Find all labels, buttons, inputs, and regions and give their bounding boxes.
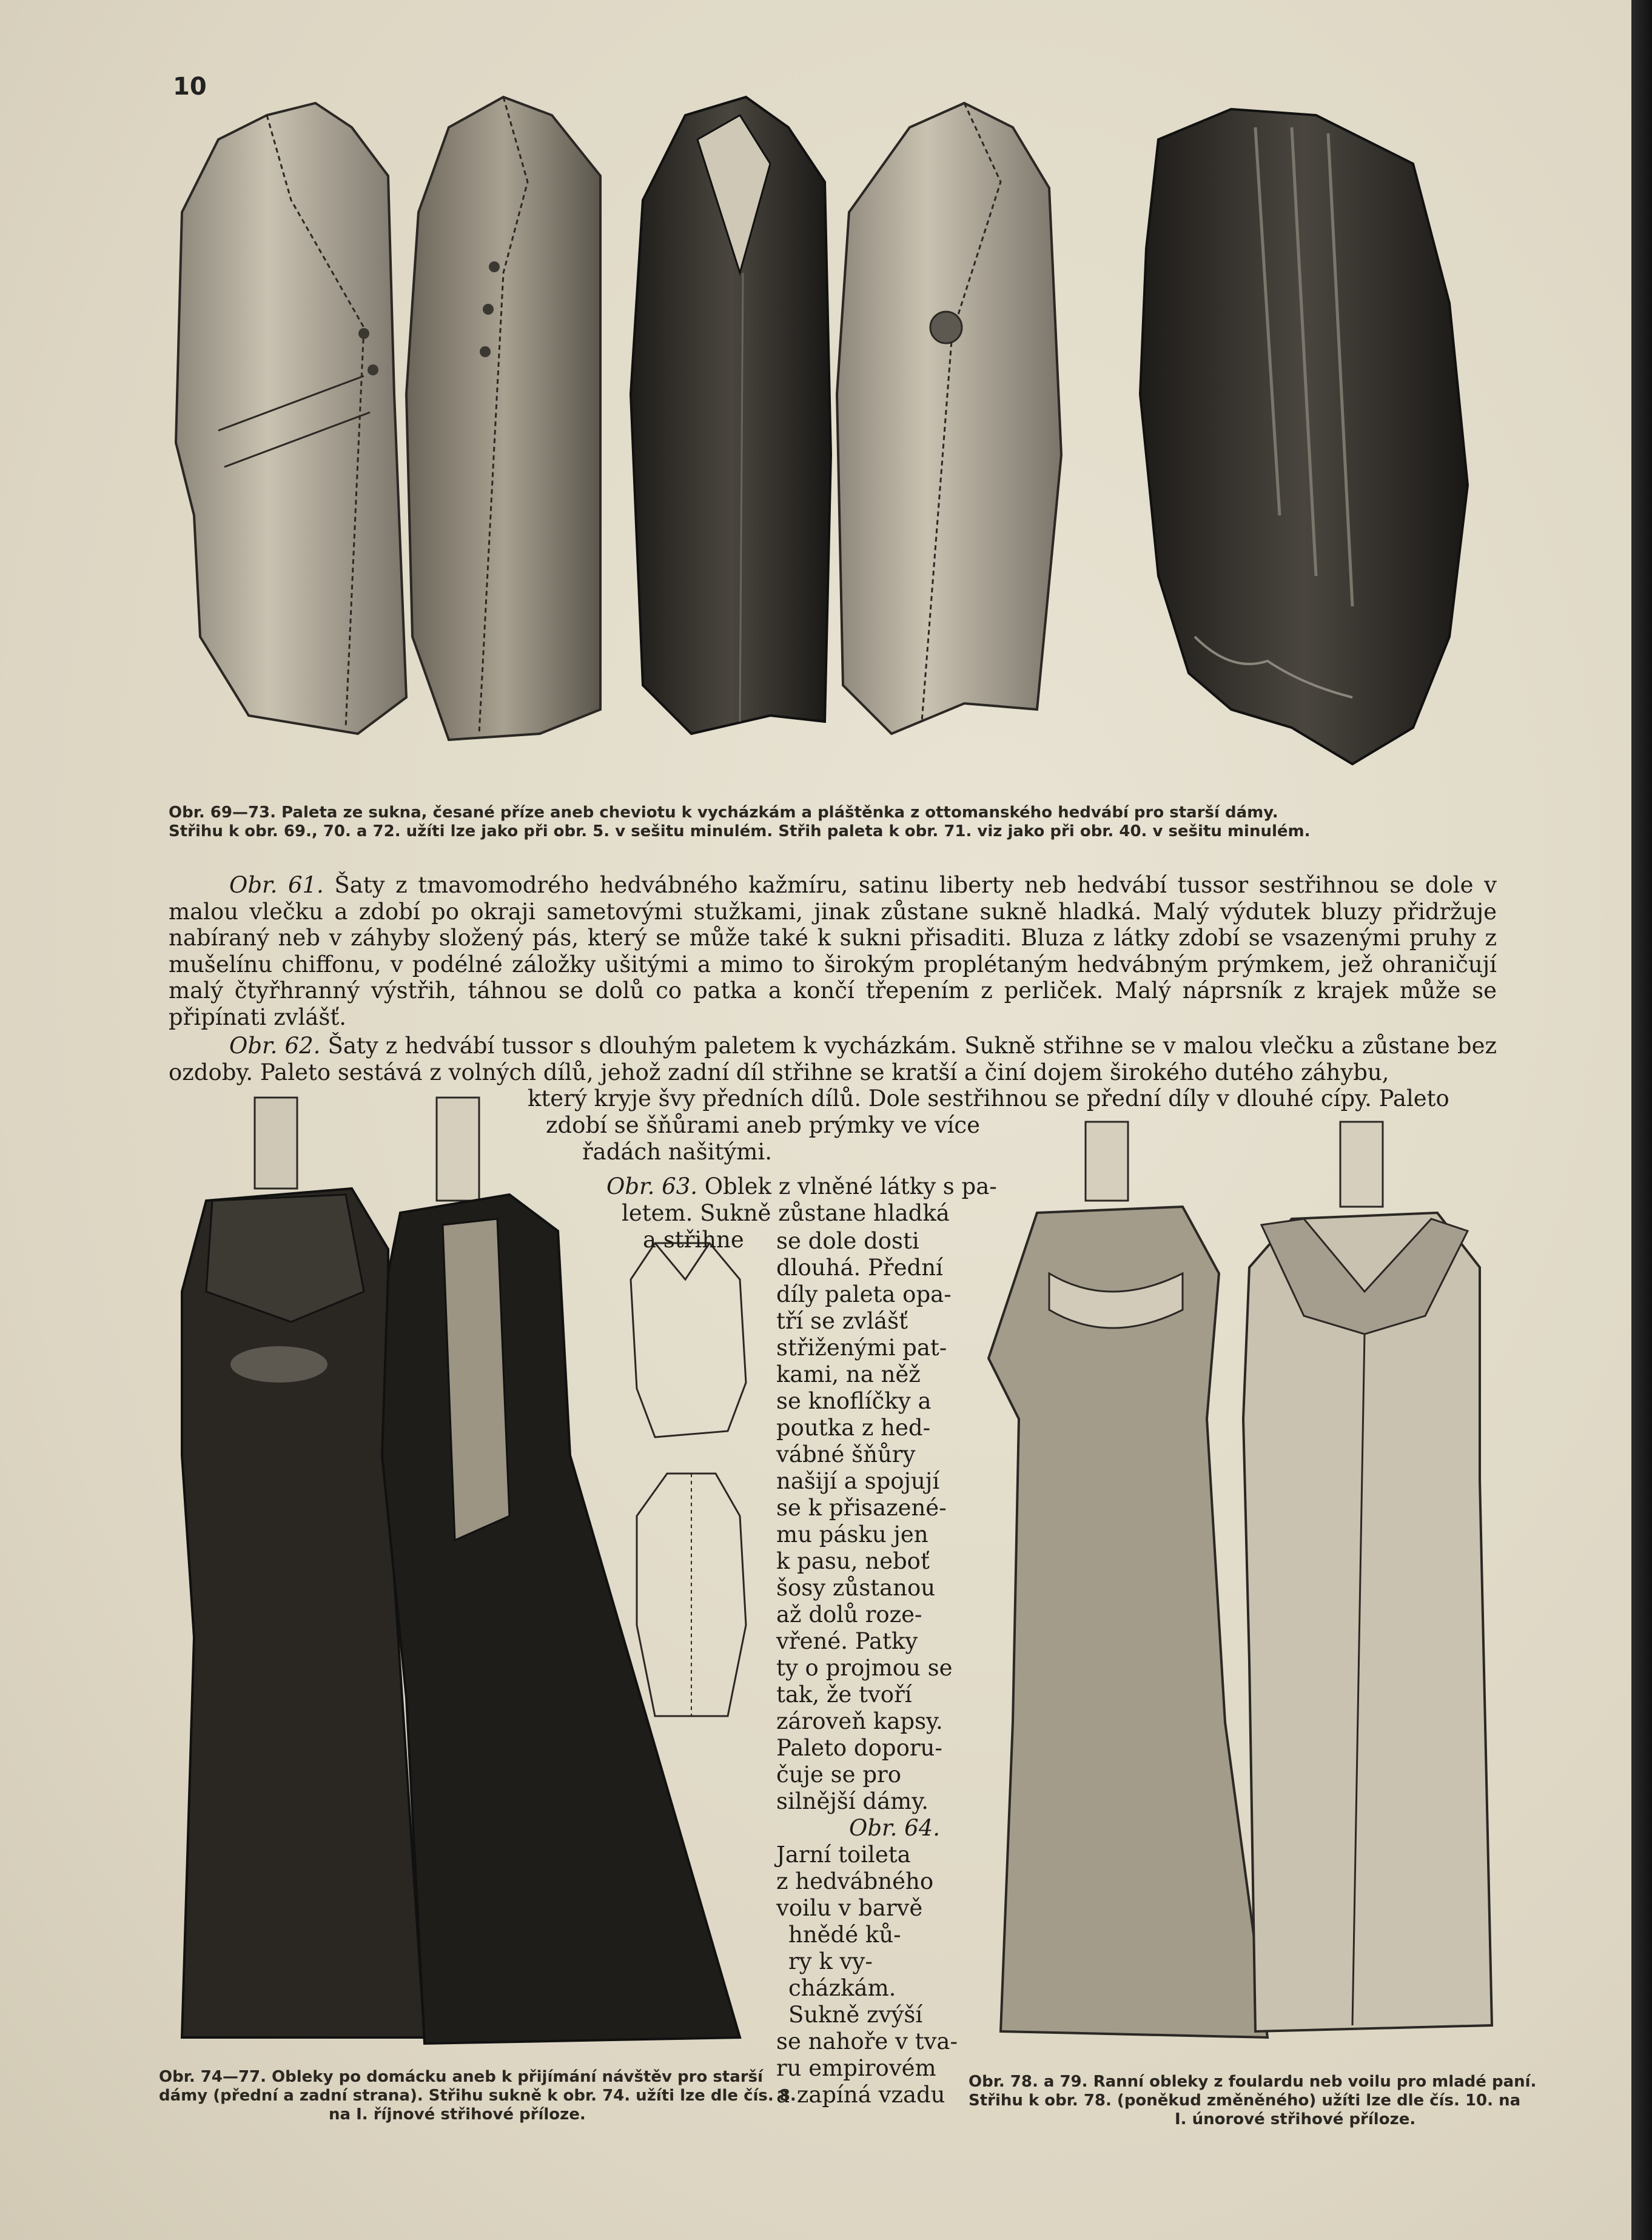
coat-figure-72 xyxy=(837,103,1061,734)
jacket-front-sketch xyxy=(631,1243,746,1437)
text-line: Jarní toileta xyxy=(776,1842,911,1868)
figure-78-79-caption xyxy=(969,2073,1537,2129)
text-line: cházkám. xyxy=(788,1975,896,2001)
paragraph-63-column xyxy=(776,1228,958,2108)
text-line: voilu v barvě xyxy=(776,1895,923,1921)
text-line: hnědé ků- xyxy=(788,1922,901,1948)
figure-69-73-caption xyxy=(169,803,1311,841)
figure-reference-61: Obr. 61. xyxy=(229,872,324,898)
cape-figure-73 xyxy=(1140,109,1468,764)
text-line: ru empirovém xyxy=(776,2055,936,2081)
text-line: ty o projmou se xyxy=(776,1655,953,1681)
text-line: a zapíná vzadu xyxy=(776,2082,945,2108)
text-line: ry k vy- xyxy=(788,1948,873,1974)
text-line: vřené. Patky xyxy=(776,1628,918,1654)
article-paragraph-62 xyxy=(169,1033,1497,1085)
coat-figure-70 xyxy=(406,97,600,740)
caption-line: Obr. 78. a 79. Ranní obleky z foulardu neb voilu pro mladé paní. xyxy=(969,2073,1537,2091)
paragraph-text: Šaty z tmavomodrého hedvábného kažmíru, satinu liberty neb hedvábí tussor sestřihnou se dole v malou vlečku a zdobí po okraji sametovými stužkami, jinak zůstane sukně hladká. Malý výdutek bluzy přidržuje nabíraný neb v záhyby složený pás, který se může také k sukni přisaditi. Bluza z látky zdobí se vsazenými pruhy z mušelínu chiffonu, v podélné záložky ušitými a mimo to širokým proplétaným hedvábným prýmkem, jež ohraničují malý čtyřhranný výstřih, táhnou se dolů co patka a končí třepením z perliček. Malý náprsník z krajek může se připínati zvlášť. xyxy=(169,872,1497,1030)
text-line: kami, na něž xyxy=(776,1361,921,1387)
text-line: šosy zůstanou xyxy=(776,1575,936,1601)
text-line: tří se zvlášť xyxy=(776,1308,908,1334)
text-line: dlouhá. Přední xyxy=(776,1255,943,1281)
text-line: silnější dámy. xyxy=(776,1788,929,1814)
caption-line: dámy (přední a zadní strana). Střihu sukně k obr. 74. užíti lze dle čís. 8. xyxy=(159,2087,796,2105)
caption-line: Střihu k obr. 78. (poněkud změněného) užíti lze dle čís. 10. na xyxy=(969,2091,1521,2110)
text-line: Sukně zvýší xyxy=(788,2002,923,2028)
text-line: našijí a spojují xyxy=(776,1468,940,1494)
figure-74-77-caption xyxy=(159,2068,796,2124)
caption-line: Obr. 69—73. Paleta ze sukna, česané příze aneb cheviotu k vycházkám a pláštěnka z ottomanského hedvábí pro starší dámy. xyxy=(169,803,1278,822)
text-line: zdobí se šňůrami aneb prýmky ve více xyxy=(546,1112,981,1138)
text-line: mu pásku jen xyxy=(776,1521,928,1548)
coat-figure-69 xyxy=(176,103,406,734)
morning-dresses-illustration xyxy=(964,1116,1510,2062)
text-line: zároveň kapsy. xyxy=(776,1708,943,1734)
text-line: který kryje švy předních dílů. Dole sestřihnou se přední díly v dlouhé cípy. Paleto xyxy=(528,1085,1449,1112)
text-line: k pasu, neboť xyxy=(776,1548,930,1574)
dress-figure-79 xyxy=(1243,1122,1492,2031)
text-line: se dole dosti xyxy=(776,1228,919,1254)
text-line: se k přisazené- xyxy=(776,1495,947,1521)
caption-line: I. únorové střihové příloze. xyxy=(1175,2110,1416,2128)
dress-figure-78 xyxy=(989,1122,1268,2037)
article-paragraph-61 xyxy=(169,872,1497,1030)
caption-line: Střihu k obr. 69., 70. a 72. užíti lze jako při obr. 5. v sešitu minulém. Střih paleta k obr. 71. viz jako při obr. 40. v sešitu minulém. xyxy=(169,822,1311,840)
text-line: střiženými pat- xyxy=(776,1335,947,1361)
coat-figure-71 xyxy=(631,97,831,734)
caption-line: na I. říjnové střihové příloze. xyxy=(329,2105,586,2124)
text-line: z hedvábného xyxy=(776,1868,934,1894)
text-line: se nahoře v tva- xyxy=(776,2028,958,2054)
text-line: Oblek z vlněné látky s pa- xyxy=(704,1173,997,1199)
page-number: 10 xyxy=(173,73,207,101)
jacket-back-sketch xyxy=(637,1474,746,1716)
text-line: Paleto doporu- xyxy=(776,1735,942,1761)
paragraph-text: Šaty z hedvábí tussor s dlouhým paletem k vycházkám. Sukně střihne se v malou vlečku a zůstane bez ozdoby. Paleto sestává z volných dílů, jehož zadní díl střihne se kratší a činí dojem širokého dutého záhybu, xyxy=(169,1033,1497,1085)
text-line: se knoflíčky a xyxy=(776,1388,932,1414)
figure-reference-62: Obr. 62. xyxy=(229,1033,321,1059)
figure-reference-64: Obr. 64. xyxy=(849,1815,941,1841)
scan-edge xyxy=(1631,0,1652,2240)
text-line: letem. Sukně zůstane hladká xyxy=(622,1200,950,1226)
text-line: a střihne xyxy=(643,1227,744,1253)
jacket-sketches-illustration xyxy=(619,1231,758,1722)
text-line: poutka z hed- xyxy=(776,1415,931,1441)
text-line: řadách našitými. xyxy=(582,1139,772,1165)
caption-line: Obr. 74—77. Obleky po domácku aneb k přijímání návštěv pro starší xyxy=(159,2068,764,2086)
text-line: tak, že tvoří xyxy=(776,1682,912,1708)
text-line: díly paleta opa- xyxy=(776,1281,952,1307)
figure-reference-63: Obr. 63. xyxy=(606,1173,698,1199)
text-line: čuje se pro xyxy=(776,1762,901,1788)
dress-figure-74 xyxy=(182,1098,425,2037)
coats-illustration xyxy=(164,91,1516,776)
text-line: až dolů roze- xyxy=(776,1601,922,1628)
text-line: vábné šňůry xyxy=(776,1441,916,1467)
